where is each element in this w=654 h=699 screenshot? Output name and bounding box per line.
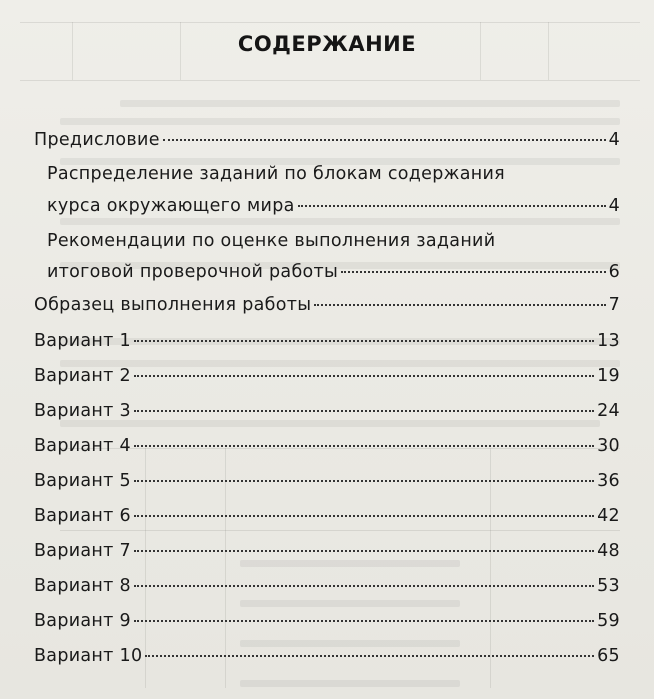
- toc-entry-label: Вариант 10: [34, 646, 143, 666]
- toc-entry-page: 48: [597, 541, 620, 561]
- toc-entry-page: 30: [597, 436, 620, 456]
- toc-entry-page: 4: [608, 130, 620, 150]
- toc-entry-variant-3[interactable]: [34, 401, 620, 421]
- toc-entry-variant-6[interactable]: [34, 506, 620, 526]
- toc-entry-label-line1: Рекомендации по оценке выполнения заданий: [47, 231, 496, 251]
- dot-leader: [145, 655, 594, 657]
- toc-entry-variant-10[interactable]: [34, 646, 620, 666]
- toc-entry-variant-4[interactable]: [34, 436, 620, 456]
- toc-entry-label: Вариант 6: [34, 506, 131, 526]
- dot-leader: [134, 585, 594, 587]
- toc-entry-label-line1: Распределение заданий по блокам содержания: [47, 164, 505, 184]
- toc-entry-variant-7[interactable]: [34, 541, 620, 561]
- toc-entry-label: Вариант 8: [34, 576, 131, 596]
- toc-entry-page: 6: [608, 262, 620, 282]
- toc-entry-task-distribution[interactable]: [47, 196, 620, 216]
- toc-entry-sample-solution[interactable]: [34, 295, 620, 315]
- toc-entry-variant-9[interactable]: [34, 611, 620, 631]
- toc-entry-assessment-recommendations[interactable]: [47, 262, 620, 282]
- dot-leader: [134, 375, 594, 377]
- dot-leader: [134, 340, 594, 342]
- toc-entry-variant-2[interactable]: [34, 366, 620, 386]
- toc-entry-label: Вариант 3: [34, 401, 131, 421]
- toc-entry-variant-5[interactable]: [34, 471, 620, 491]
- toc-entry-variant-8[interactable]: [34, 576, 620, 596]
- toc-entry-page: 42: [597, 506, 620, 526]
- toc-entry-page: 7: [608, 295, 620, 315]
- dot-leader: [134, 480, 594, 482]
- toc-entry-label: Вариант 5: [34, 471, 131, 491]
- toc-entry-page: 59: [597, 611, 620, 631]
- toc-entry-label: Образец выполнения работы: [34, 295, 312, 315]
- dot-leader: [341, 271, 605, 273]
- toc-entry-label: Вариант 9: [34, 611, 131, 631]
- dot-leader: [134, 445, 594, 447]
- toc-entry-page: 65: [597, 646, 620, 666]
- dot-leader: [134, 515, 594, 517]
- dot-leader: [134, 620, 594, 622]
- page-title: СОДЕРЖАНИЕ: [237, 32, 417, 56]
- toc-entry-label: Вариант 2: [34, 366, 131, 386]
- toc-entry-page: 4: [608, 196, 620, 216]
- toc-entry-foreword[interactable]: [34, 130, 620, 150]
- dot-leader: [314, 304, 605, 306]
- toc-entry-page: 13: [597, 331, 620, 351]
- toc-entry-variant-1[interactable]: [34, 331, 620, 351]
- toc-entry-label: Вариант 1: [34, 331, 131, 351]
- toc-entry-label: Вариант 7: [34, 541, 131, 561]
- toc-entry-page: 36: [597, 471, 620, 491]
- dot-leader: [298, 205, 606, 207]
- toc-entry-label: курса окружающего мира: [47, 196, 295, 216]
- toc-entry-label: Предисловие: [34, 130, 160, 150]
- toc-entry-page: 24: [597, 401, 620, 421]
- toc-entry-label: итоговой проверочной работы: [47, 262, 339, 282]
- toc-entry-page: 53: [597, 576, 620, 596]
- dot-leader: [134, 550, 594, 552]
- dot-leader: [134, 410, 594, 412]
- dot-leader: [163, 139, 606, 141]
- toc-entry-label: Вариант 4: [34, 436, 131, 456]
- toc-entry-page: 19: [597, 366, 620, 386]
